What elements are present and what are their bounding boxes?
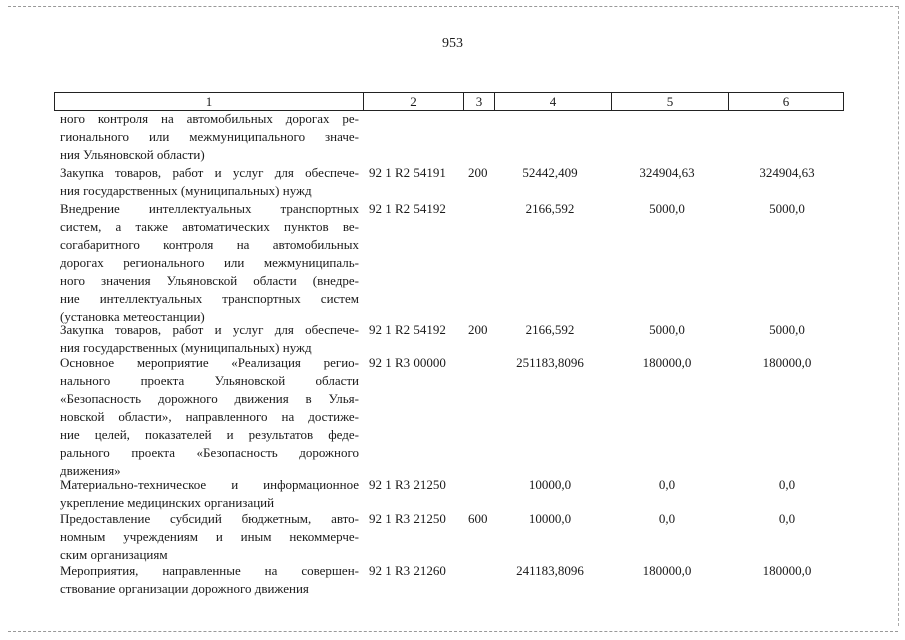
row-description: [60, 510, 359, 564]
row-value-col5: 5000,0: [649, 201, 685, 216]
row-code: 92 1 R3 21250: [369, 511, 446, 526]
row-value-col5: 0,0: [658, 477, 676, 492]
description-line: дорогах регионального или межмуниципаль-: [60, 255, 359, 270]
row-value-col6: 324904,63: [759, 165, 815, 180]
row-value-col5: 0,0: [658, 511, 676, 526]
description-line: ским организациям: [60, 547, 168, 562]
description-line: ствование организации дорожного движения: [60, 581, 309, 596]
row-value-col6: 5000,0: [769, 322, 805, 337]
row-code: 92 1 R2 54192: [369, 322, 446, 337]
row-code: 92 1 R3 00000: [369, 355, 446, 370]
row-value-col4: 10000,0: [528, 511, 572, 526]
row-description: [60, 476, 359, 512]
description-line: нального проекта Ульяновской области: [60, 373, 359, 388]
row-expense-type: 200: [468, 165, 488, 180]
header-col-2: 2: [410, 94, 417, 109]
row-expense-type: 200: [468, 322, 488, 337]
description-line: Закупка товаров, работ и услуг для обеспече-: [60, 165, 359, 180]
row-value-col4: 2166,592: [525, 322, 575, 337]
description-line: ние интеллектуальных транспортных систем: [60, 291, 359, 306]
row-value-col6: 0,0: [778, 511, 796, 526]
row-value-col4: 251183,8096: [516, 355, 584, 370]
row-value-col6: 0,0: [778, 477, 796, 492]
header-col-3: 3: [475, 94, 483, 109]
header-col-6: 6: [782, 94, 790, 109]
header-col-5: 5: [666, 94, 674, 109]
header-col-1: 1: [205, 94, 213, 109]
row-description: [60, 200, 359, 326]
description-line: ния государственных (муниципальных) нужд: [60, 183, 312, 198]
scan-edge-bottom: [8, 631, 898, 632]
row-description: [60, 321, 359, 357]
row-value-col4: 241183,8096: [516, 563, 584, 578]
description-line: систем, а также автоматических пунктов ве-: [60, 219, 359, 234]
description-line: согабаритного контроля на автомобильных: [60, 237, 359, 252]
description-line: укрепление медицинских организаций: [60, 495, 275, 510]
row-value-col4: 10000,0: [528, 477, 572, 492]
row-code: 92 1 R3 21260: [369, 563, 446, 578]
scan-edge-top: [8, 6, 898, 7]
row-value-col5: 324904,63: [639, 165, 695, 180]
row-description: [60, 110, 359, 164]
row-value-col4: 52442,409: [522, 165, 578, 180]
scan-edge-right: [898, 6, 899, 626]
description-line: рального проекта «Безопасность дорожного: [60, 445, 359, 460]
description-line: гионального или межмуниципального значе-: [60, 129, 359, 144]
row-value-col4: 2166,592: [525, 201, 575, 216]
description-line: ние целей, показателей и результатов феде-: [60, 427, 359, 442]
row-value-col5: 5000,0: [649, 322, 685, 337]
description-line: ния Ульяновской области): [60, 147, 205, 162]
row-code: 92 1 R3 21250: [369, 477, 446, 492]
page-number: 953: [442, 36, 463, 51]
row-value-col6: 180000,0: [762, 355, 812, 370]
row-code: 92 1 R2 54192: [369, 201, 446, 216]
row-description: [60, 562, 359, 598]
description-line: Основное мероприятие «Реализация регио-: [60, 355, 359, 370]
description-line: ния государственных (муниципальных) нужд: [60, 340, 312, 355]
description-line: Внедрение интеллектуальных транспортных: [60, 201, 359, 216]
description-line: Предоставление субсидий бюджетным, авто-: [60, 511, 359, 526]
description-line: «Безопасность дорожного движения в Улья-: [60, 391, 359, 406]
description-line: Мероприятия, направленные на совершен-: [60, 563, 359, 578]
description-line: Закупка товаров, работ и услуг для обеспече-: [60, 322, 359, 337]
description-line: ного контроля на автомобильных дорогах ре-: [60, 111, 359, 126]
header-col-4: 4: [549, 94, 557, 109]
row-value-col6: 180000,0: [762, 563, 812, 578]
row-value-col6: 5000,0: [769, 201, 805, 216]
table-header-row: [54, 92, 844, 111]
row-value-col5: 180000,0: [642, 355, 692, 370]
description-line: новской области», направленного на достиже-: [60, 409, 359, 424]
row-value-col5: 180000,0: [642, 563, 692, 578]
description-line: номным учреждениям и иным некоммерче-: [60, 529, 359, 544]
description-line: Материально-техническое и информационное: [60, 477, 359, 492]
row-code: 92 1 R2 54191: [369, 165, 446, 180]
row-expense-type: 600: [468, 511, 488, 526]
row-description: [60, 164, 359, 200]
description-line: ного значения Ульяновской области (внедре-: [60, 273, 359, 288]
row-description: [60, 354, 359, 480]
description-line: движения»: [60, 463, 121, 478]
description-line: (установка метеостанции): [60, 309, 205, 324]
